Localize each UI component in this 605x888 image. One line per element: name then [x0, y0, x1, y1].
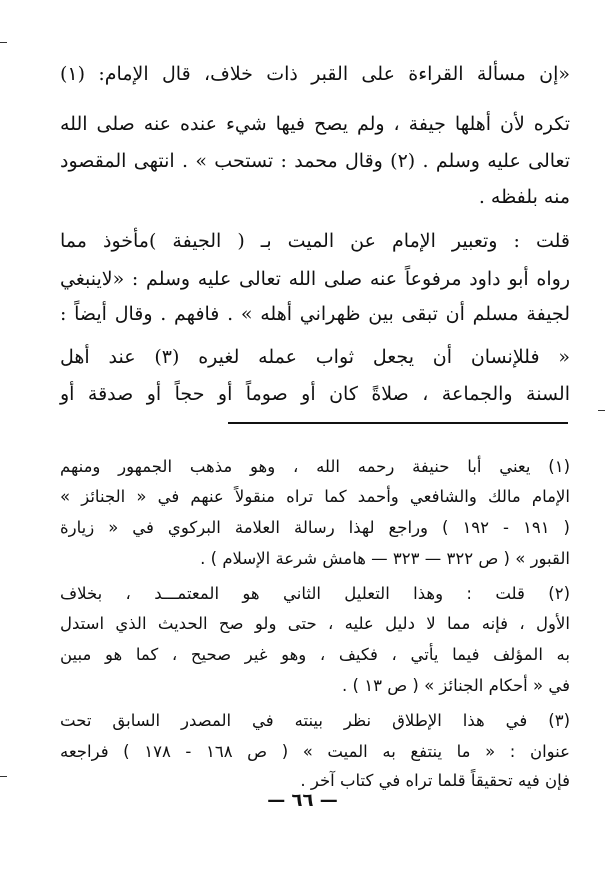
- margin-mark: [0, 42, 7, 43]
- footnote-line: الإمام مالك والشافعي وأحمد كما تراه منقولاً عنهم في « الجنائز »: [60, 487, 570, 506]
- body-line: «إن مسألة القراءة على القبر ذات خلاف، قال الإمام: (١): [60, 63, 570, 85]
- footnote-line: القبور » ( ص ٣٢٢ — ٣٢٣ — هامش شرعة الإسلام ) .: [200, 549, 570, 568]
- footnote-line: ( ١٩١ - ١٩٢ ) وراجع لهذا رسالة العلامة البركوي في « زيارة: [60, 518, 570, 537]
- footnote-line: فإن فيه تحقيقاً قلما تراه في كتاب آخر .: [300, 771, 570, 790]
- body-line: « فللإنسان أن يجعل ثواب عمله لغيره (٣) عند أهل: [60, 346, 570, 368]
- body-line: قلت : وتعبير الإمام عن الميت بـ ( الجيفة )مأخوذ مما: [60, 230, 570, 252]
- footnote-line: في « أحكام الجنائز » ( ص ١٣ ) .: [342, 676, 570, 695]
- page-number: — ٦٦ —: [267, 790, 338, 811]
- footnote-line: به المؤلف فيما يأتي ، فكيف ، وهو غير صحيح ، كما هو مبين: [60, 645, 570, 664]
- body-line: منه بلفظه .: [478, 186, 570, 208]
- footnote-line: عنوان : « ما ينتفع به الميت » ( ص ١٦٨ - ١٧٨ ) فراجعه: [60, 742, 571, 761]
- footnote-separator: [228, 422, 568, 424]
- body-line: السنة والجماعة ، صلاةً كان أو صوماً أو حجاً أو صدقة أو: [60, 383, 570, 405]
- body-line: لجيفة مسلم أن تبقى بين ظهراني أهله » . فافهم . وقال أيضاً :: [60, 303, 570, 325]
- footnote-line: الأول ، فإنه مما لا دليل عليه ، حتى ولو صح الحديث الذي استدل: [60, 614, 570, 633]
- body-line: تعالى عليه وسلم . (٢) وقال محمد : تستحب » . انتهى المقصود: [60, 150, 570, 172]
- margin-mark: [598, 410, 605, 411]
- footnote-line: (٣) في هذا الإطلاق نظر بينته في المصدر السابق تحت: [60, 711, 570, 730]
- body-line: رواه أبو داود مرفوعاً عنه صلى الله تعالى عليه وسلم : «لاينبغي: [60, 268, 570, 290]
- footnote-line: (١) يعني أبا حنيفة رحمه الله ، وهو مذهب الجمهور ومنهم: [60, 457, 570, 476]
- footnote-line: (٢) قلت : وهذا التعليل الثاني هو المعتمـــد ، بخلاف: [60, 584, 570, 603]
- margin-mark: [0, 776, 7, 777]
- body-line: تكره لأن أهلها جيفة ، ولم يصح فيها شيء عنده عنه صلى الله: [60, 113, 570, 135]
